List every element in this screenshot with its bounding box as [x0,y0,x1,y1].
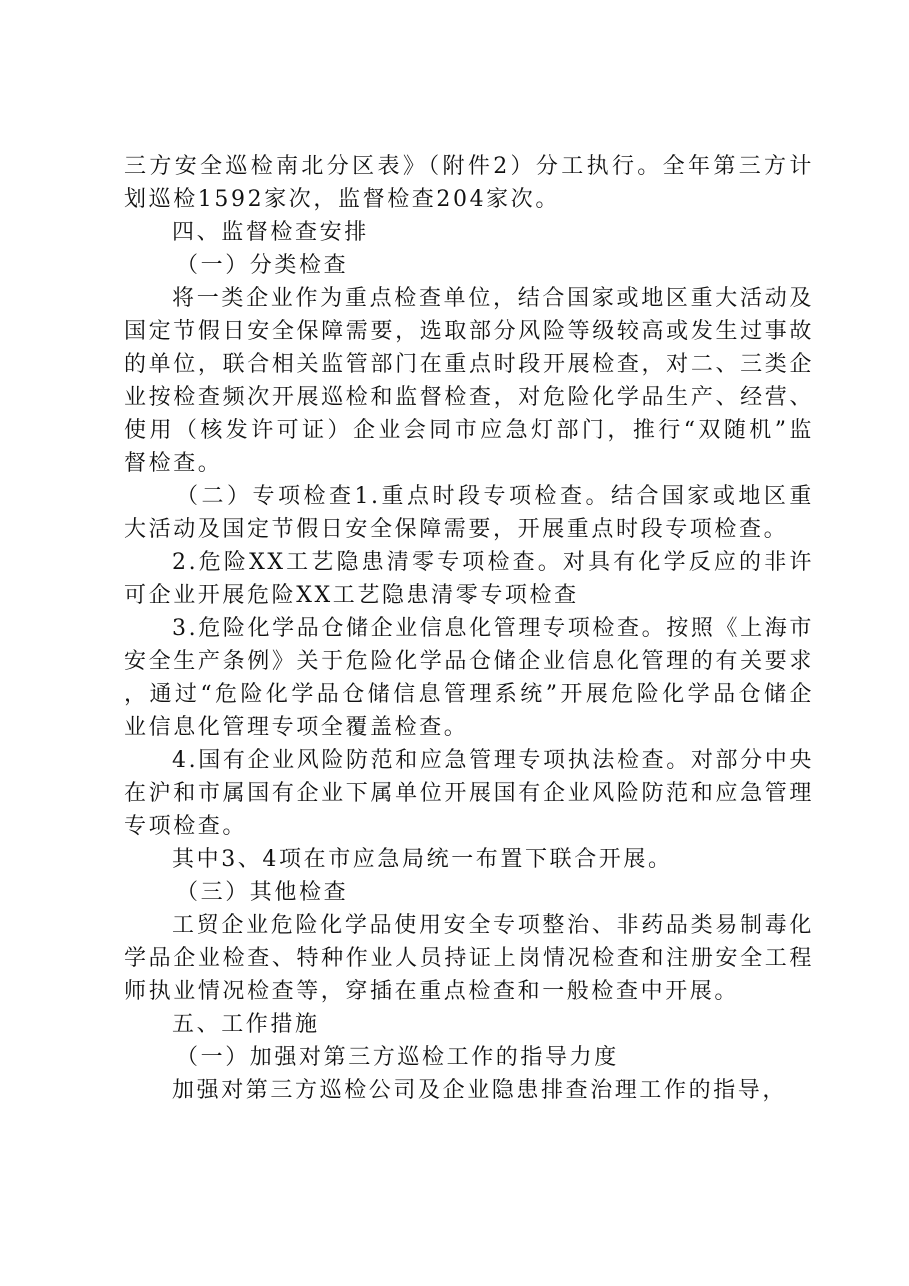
paragraph-item-2: 2.危险XX工艺隐患清零专项检查。对具有化学反应的非许可企业开展危险XX工艺隐患清零专项检查 [124,550,814,608]
section-heading-4: 四、监督检查安排 [172,220,369,245]
paragraph-guidance: 加强对第三方巡检公司及企业隐患排查治理工作的指导， [172,1078,788,1103]
paragraph-item-3: 3.危险化学品仓储企业信息化管理专项检查。按照《上海市安全生产条例》关于危险化学品仓储企业信息化管理的有关要求，通过“危险化学品仓储信息管理系统”开展危险化学品仓储企业信息化管理专项全覆盖检查。 [124,616,814,740]
paragraph-continuation: 三方安全巡检南北分区表》（附件2）分工执行。全年第三方计划巡检1592家次，监督检查204家次。 [124,154,814,212]
paragraph-classified-inspection: 将一类企业作为重点检查单位，结合国家或地区重大活动及国定节假日安全保障需要，选取部分风险等级较高或发生过事故的单位，联合相关监管部门在重点时段开展检查，对二、三类企业按检查频次开展巡检和监督检查，对危险化学品生产、经营、使用（核发许可证）企业会同市应急灯部门，推行“双随机”监督检查。 [124,286,814,476]
subsection-heading-other-inspection: （三）其他检查 [176,880,349,905]
paragraph-item-4: 4.国有企业风险防范和应急管理专项执法检查。对部分中央在沪和市属国有企业下属单位开展国有企业风险防范和应急管理专项检查。 [124,748,814,839]
document-body [124,150,814,1107]
subsection-heading-classified-inspection: （一）分类检查 [176,253,349,278]
subsection-heading-guidance: （一）加强对第三方巡检工作的指导力度 [176,1045,619,1070]
paragraph-other-inspection: 工贸企业危险化学品使用安全专项整治、非药品类易制毒化学品企业检查、特种作业人员持证上岗情况检查和注册安全工程师执业情况检查等，穿插在重点检查和一般检查中开展。 [124,913,814,1004]
section-heading-5: 五、工作措施 [172,1012,320,1037]
paragraph-special-inspection: （二）专项检查1.重点时段专项检查。结合国家或地区重大活动及国定节假日安全保障需要，开展重点时段专项检查。 [124,484,814,542]
paragraph-joint-note: 其中3、4项在市应急局统一布置下联合开展。 [172,847,673,872]
